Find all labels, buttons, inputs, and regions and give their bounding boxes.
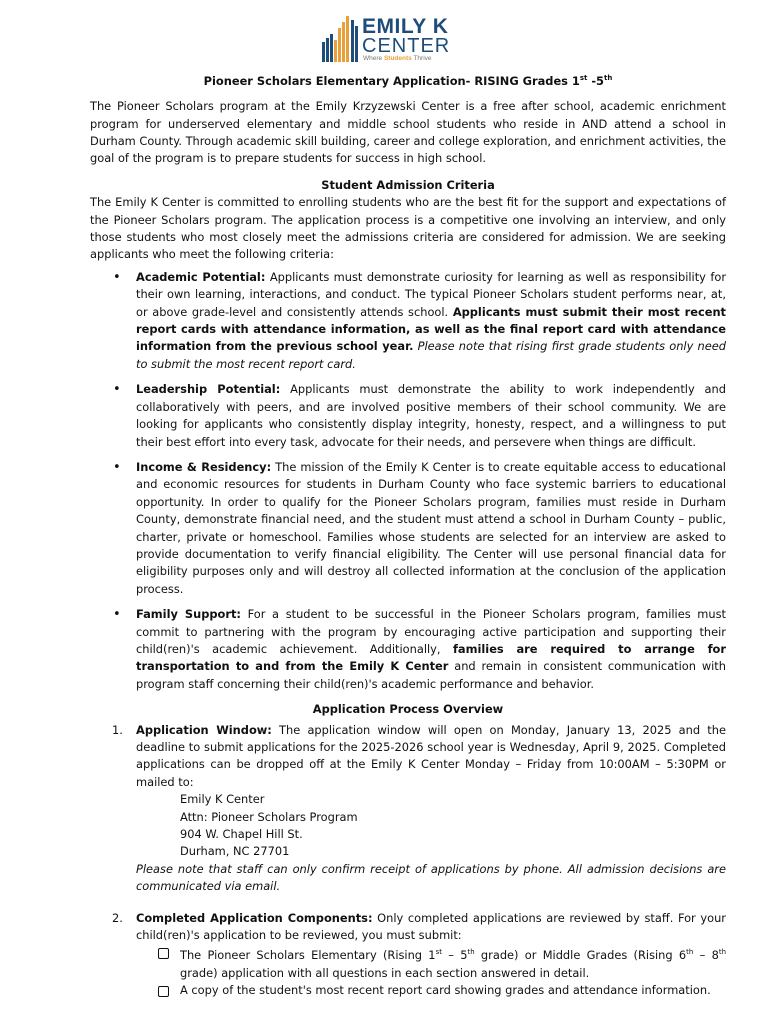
criteria-intro: The Emily K Center is committed to enrolling students who are the best fit for the support and expectations of the Pioneer Scholars program. The application process is a competitive one involving an interview, and only those students who most closely meet the admissions criteria are considered for admission. We are seeking applicants who meet the following criteria: bbox=[90, 195, 726, 262]
criteria-list bbox=[90, 269, 726, 693]
emily-k-center-logo bbox=[320, 16, 450, 64]
intro-paragraph: The Pioneer Scholars program at the Emily Krzyzewski Center is a free after school, academic enrichment program for underserved elementary and middle school students who reside in AND attend a school in Durham County. Through academic skill building, career and college exploration, and enrichment activities, the goal of the program is to prepare students for success in high school. bbox=[90, 99, 726, 166]
logo-subtitle: CENTER bbox=[362, 35, 451, 57]
checklist-item: The Pioneer Scholars Elementary (Rising 1st – 5th grade) or Middle Grades (Rising 6th – 8th grade) application with all questions in each section answered in detail. bbox=[136, 944, 726, 982]
list-item: 2. Completed Application Components: Only completed applications are reviewed by staff. For your child(ren)'s application to be reviewed, you must submit: The Pioneer Scholars Elementary (Rising 1st – 5th grade) or Middle Grades (Rising 6th – 8th grade) application with all questions in each section answered in detail. A copy of the student's most recent report card showing grades and attendance information. bbox=[90, 910, 726, 1000]
checkbox-icon[interactable] bbox=[158, 948, 169, 959]
admission-note: Please note that staff can only confirm receipt of applications by phone. All admission decisions are communicated via email. bbox=[136, 861, 726, 894]
process-heading: Application Process Overview bbox=[312, 702, 504, 717]
page-title: Pioneer Scholars Elementary Application- RISING Grades 1st -5th bbox=[203, 73, 613, 88]
criteria-heading: Student Admission Criteria bbox=[321, 177, 495, 192]
mailing-address: Emily K Center Attn: Pioneer Scholars Program 904 W. Chapel Hill St. Durham, NC 27701 bbox=[180, 792, 358, 859]
list-item: • Academic Potential: Applicants must demonstrate curiosity for learning as well as responsibility for their own learning, interactions, and conduct. The typical Pioneer Scholars student performs near, at, or above grade-level and consistently attends school. Applicants must submit their most recent report cards with attendance information, as well as the final report card with attendance information from the previous school year. Please note that rising first grade students only need to submit the most recent report card. bbox=[90, 269, 726, 373]
list-item: • Income & Residency: The mission of the Emily K Center is to create equitable access to educational and economic resources for students in Durham County who face systemic barriers to educational opportunity. In order to qualify for the Pioneer Scholars program, families must reside in Durham County, demonstrate financial need, and the student must attend a school in Durham County – public, charter, private or homeschool. Families whose students are selected for an interview are asked to provide documentation to verify financial eligibility. The Center will use personal financial data for eligibility purposes only and will destroy all collected information at the conclusion of the application process. bbox=[90, 459, 726, 598]
list-item: • Leadership Potential: Applicants must demonstrate the ability to work independently and collaboratively with peers, and are involved positive members of their school community. We are looking for applicants who consistently display integrity, honesty, respect, and a willingness to put their best effort into every task, advocate for their needs, and persevere when things are difficult. bbox=[90, 381, 726, 451]
checkbox-icon[interactable] bbox=[158, 986, 169, 997]
list-item: 1. Application Window: The application window will open on Monday, January 13, 2025 and the deadline to submit applications for the 2025-2026 school year is Wednesday, April 9, 2025. Completed applications can be dropped off at the Emily K Center Monday – Friday from 10:00AM – 5:30PM or mailed to: Emily K Center Attn: Pioneer Scholars Program 904 W. Chapel Hill St. Durham, NC 27701 Please note that staff can only confirm receipt of applications by phone. All admission decisions are communicated via email. bbox=[90, 722, 726, 896]
logo-tagline: Where Students Thrive bbox=[363, 55, 432, 62]
logo-bars-icon bbox=[320, 16, 360, 62]
logo-title: EMILY K bbox=[362, 15, 449, 38]
process-steps bbox=[90, 722, 726, 1000]
components-checklist bbox=[136, 944, 726, 999]
document-body bbox=[90, 70, 726, 1000]
list-item: • Family Support: For a student to be successful in the Pioneer Scholars program, families must commit to partnering with the program by encouraging active participation and supporting their child(ren)'s academic achievement. Additionally, families are required to arrange for transportation to and from the Emily K Center and remain in consistent communication with program staff concerning their child(ren)'s academic performance and behavior. bbox=[90, 606, 726, 693]
checklist-item: A copy of the student's most recent report card showing grades and attendance information. bbox=[136, 982, 726, 999]
